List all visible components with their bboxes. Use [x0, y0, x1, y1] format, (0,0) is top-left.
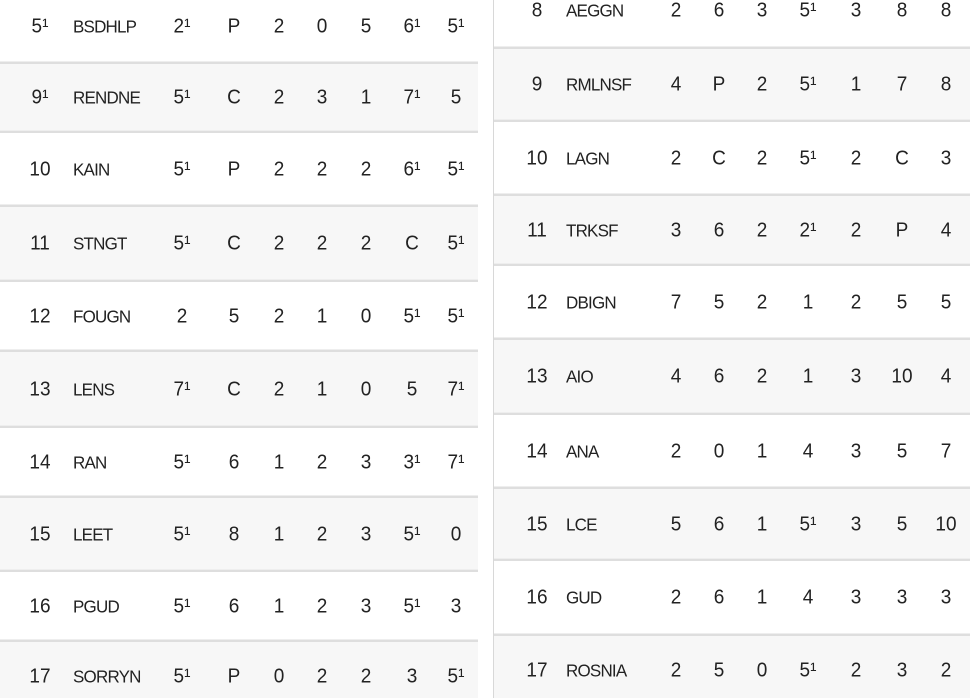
stat-cell-3: 1 — [273, 522, 285, 546]
left-standings-table — [0, 0, 478, 698]
stat-cell-5: 2 — [360, 664, 372, 688]
stat-cell-7: 3 — [940, 146, 952, 170]
stat-cell-6: C — [405, 232, 419, 255]
stat-cell-5: 2 — [360, 157, 372, 181]
team-name-cell: LCE — [566, 514, 597, 534]
stat-cell-6: 5 — [896, 512, 908, 536]
stat-cell-4: 2 — [316, 450, 328, 474]
stat-cell-4: 5¹ — [799, 0, 817, 22]
stat-cell-6: 5 — [406, 377, 418, 401]
standings-row[interactable] — [0, 280, 478, 350]
rank-cell: 13 — [29, 377, 51, 401]
stat-cell-5: 0 — [360, 377, 372, 401]
team-name-cell: PGUD — [73, 596, 119, 616]
stat-cell-6: 5 — [896, 290, 908, 314]
stat-cell-1: 5¹ — [173, 86, 191, 109]
rank-cell: 9¹ — [31, 86, 49, 109]
standings-row[interactable] — [0, 62, 478, 131]
stat-cell-5: 1 — [360, 86, 372, 109]
stat-cell-1: 2¹ — [173, 14, 191, 38]
stat-cell-4: 2¹ — [799, 218, 817, 242]
standings-row[interactable] — [0, 640, 478, 698]
stat-cell-3: 2 — [273, 14, 285, 38]
stat-cell-1: 5 — [670, 512, 682, 536]
team-name-cell: DBIGN — [566, 292, 616, 312]
stat-cell-3: 2 — [273, 86, 285, 109]
stat-cell-6: 8 — [896, 0, 908, 22]
team-name-cell: STNGT — [73, 233, 127, 254]
stat-cell-3: 2 — [273, 157, 285, 181]
stat-cell-2: 6 — [713, 512, 725, 536]
stat-cell-5: 3 — [850, 439, 862, 463]
stat-cell-5: 3 — [360, 522, 372, 546]
standings-row[interactable] — [494, 487, 970, 559]
stat-cell-2: 5 — [228, 304, 240, 328]
stat-cell-4: 5¹ — [799, 512, 817, 536]
stat-cell-4: 5¹ — [799, 73, 817, 96]
stat-cell-1: 3 — [670, 218, 682, 242]
stat-cell-6: 6¹ — [403, 14, 421, 38]
stat-cell-7: 2 — [940, 658, 952, 682]
stat-cell-3: 2 — [756, 73, 768, 96]
rank-cell: 10 — [526, 146, 548, 170]
rank-cell: 12 — [29, 304, 51, 328]
stat-cell-1: 7¹ — [173, 377, 191, 401]
rank-cell: 14 — [29, 450, 51, 474]
team-name-cell: LAGN — [566, 148, 610, 168]
standings-row[interactable] — [494, 338, 970, 413]
stat-cell-2: 6 — [713, 0, 725, 22]
standings-row[interactable] — [0, 496, 478, 570]
stat-cell-3: 2 — [756, 365, 768, 388]
rank-cell: 5¹ — [31, 14, 49, 38]
team-name-cell: GUD — [566, 587, 602, 608]
stat-cell-1: 5¹ — [173, 450, 191, 474]
stat-cell-5: 3 — [850, 512, 862, 536]
stat-cell-3: 2 — [756, 290, 768, 314]
team-name-cell: FOUGN — [73, 306, 131, 326]
stat-cell-5: 2 — [360, 232, 372, 255]
stat-cell-6: 5 — [896, 439, 908, 463]
stat-cell-2: C — [227, 377, 241, 401]
team-name-cell: BSDHLP — [73, 16, 137, 36]
stat-cell-3: 1 — [273, 450, 285, 474]
rank-cell: 10 — [29, 157, 51, 181]
stat-cell-4: 2 — [316, 232, 328, 255]
stat-cell-6: 5¹ — [403, 522, 421, 546]
stat-cell-7: 8 — [940, 0, 952, 22]
stat-cell-4: 1 — [802, 365, 814, 388]
rank-cell: 15 — [29, 522, 51, 546]
stat-cell-3: 1 — [756, 586, 768, 609]
stat-cell-4: 3 — [316, 86, 328, 109]
stat-cell-3: 1 — [756, 439, 768, 463]
team-name-cell: RENDNE — [73, 87, 140, 108]
stat-cell-2: C — [227, 86, 241, 109]
stat-cell-7: 5¹ — [447, 14, 465, 38]
stat-cell-3: 2 — [273, 377, 285, 401]
stat-cell-1: 2 — [670, 146, 682, 170]
stat-cell-7: 10 — [935, 512, 957, 536]
standings-row[interactable] — [0, 131, 478, 205]
stat-cell-2: 6 — [713, 365, 725, 388]
stat-cell-3: 0 — [756, 658, 768, 682]
stat-cell-2: P — [227, 14, 241, 38]
rank-cell: 16 — [526, 586, 548, 609]
stat-cell-5: 2 — [850, 658, 862, 682]
stat-cell-5: 3 — [360, 594, 372, 618]
stat-cell-2: 8 — [228, 522, 240, 546]
standings-row[interactable] — [494, 634, 970, 698]
stat-cell-7: 0 — [450, 522, 462, 546]
stat-cell-5: 1 — [850, 73, 862, 96]
standings-row[interactable] — [494, 413, 970, 487]
stat-cell-7: 4 — [940, 218, 952, 242]
stat-cell-7: 3 — [450, 594, 462, 618]
stat-cell-4: 5¹ — [799, 146, 817, 170]
stat-cell-3: 2 — [273, 304, 285, 328]
stat-cell-2: 6 — [228, 594, 240, 618]
stat-cell-7: 7¹ — [447, 377, 465, 401]
stat-cell-7: 7¹ — [447, 450, 465, 474]
stat-cell-2: 5 — [713, 658, 725, 682]
team-name-cell: ROSNIA — [566, 660, 627, 680]
rank-cell: 12 — [526, 290, 548, 314]
stat-cell-3: 2 — [756, 218, 768, 242]
stat-cell-7: 5¹ — [447, 304, 465, 328]
rank-cell: 11 — [30, 232, 50, 255]
team-name-cell: LEET — [73, 524, 113, 544]
stat-cell-5: 3 — [850, 586, 862, 609]
rank-cell: 14 — [526, 439, 548, 463]
stat-cell-6: 7 — [896, 73, 908, 96]
team-name-cell: LENS — [73, 379, 115, 399]
stat-cell-7: 5¹ — [447, 232, 465, 255]
stat-cell-1: 5¹ — [173, 232, 191, 255]
stat-cell-1: 2 — [670, 439, 682, 463]
stat-cell-4: 5¹ — [799, 658, 817, 682]
rank-cell: 11 — [527, 218, 547, 242]
team-name-cell: ANA — [566, 441, 599, 461]
stat-cell-7: 5¹ — [447, 664, 465, 688]
stat-cell-4: 2 — [316, 157, 328, 181]
right-standings-table — [493, 0, 970, 698]
stat-cell-3: 0 — [273, 664, 285, 688]
stat-cell-2: 5 — [713, 290, 725, 314]
stat-cell-2: P — [712, 73, 726, 96]
stat-cell-2: 6 — [228, 450, 240, 474]
stat-cell-2: P — [227, 664, 241, 688]
stat-cell-1: 2 — [670, 0, 682, 22]
stat-cell-6: 6¹ — [403, 157, 421, 181]
stat-cell-6: 3 — [896, 658, 908, 682]
stat-cell-4: 1 — [316, 304, 328, 328]
stat-cell-3: 2 — [756, 146, 768, 170]
stat-cell-6: C — [895, 146, 909, 170]
stat-cell-2: 6 — [713, 586, 725, 609]
stat-cell-3: 1 — [756, 512, 768, 536]
stat-cell-6: 5¹ — [403, 594, 421, 618]
stat-cell-5: 0 — [360, 304, 372, 328]
stat-cell-5: 3 — [360, 450, 372, 474]
stat-cell-5: 3 — [850, 365, 862, 388]
stat-cell-7: 8 — [940, 73, 952, 96]
standings-row[interactable] — [494, 47, 970, 120]
standings-row[interactable] — [494, 559, 970, 634]
rank-cell: 15 — [526, 512, 548, 536]
stat-cell-5: 5 — [360, 14, 372, 38]
stat-cell-6: 3¹ — [403, 450, 421, 474]
stat-cell-4: 1 — [316, 377, 328, 401]
stat-cell-2: 0 — [713, 439, 725, 463]
stat-cell-6: 3 — [896, 586, 908, 609]
stat-cell-1: 5¹ — [173, 522, 191, 546]
stat-cell-1: 4 — [670, 365, 682, 388]
rank-cell: 17 — [526, 658, 548, 682]
stat-cell-7: 5 — [450, 86, 462, 109]
stat-cell-5: 2 — [850, 218, 862, 242]
standings-row[interactable] — [0, 350, 478, 426]
stat-cell-6: 10 — [891, 365, 913, 388]
stat-cell-4: 1 — [802, 290, 814, 314]
stat-cell-6: 5¹ — [403, 304, 421, 328]
team-name-cell: TRKSF — [566, 220, 618, 240]
stat-cell-4: 2 — [316, 522, 328, 546]
stat-cell-1: 5¹ — [173, 664, 191, 688]
team-name-cell: SORRYN — [73, 666, 141, 686]
stat-cell-7: 5 — [940, 290, 952, 314]
stat-cell-4: 2 — [316, 594, 328, 618]
stat-cell-3: 3 — [756, 0, 768, 22]
stat-cell-2: P — [227, 157, 241, 181]
stat-cell-1: 5¹ — [173, 157, 191, 181]
team-name-cell: KAIN — [73, 159, 110, 179]
stat-cell-6: 3 — [406, 664, 418, 688]
rank-cell: 13 — [526, 365, 548, 388]
stat-cell-3: 1 — [273, 594, 285, 618]
team-name-cell: RMLNSF — [566, 74, 632, 95]
rank-cell: 8 — [531, 0, 543, 22]
stat-cell-2: C — [712, 146, 726, 170]
team-name-cell: AEGGN — [566, 0, 624, 21]
stat-cell-1: 5¹ — [173, 594, 191, 618]
team-name-cell: AIO — [566, 366, 593, 387]
stat-cell-4: 4 — [802, 439, 814, 463]
standings-row[interactable] — [0, 426, 478, 496]
stat-cell-1: 2 — [176, 304, 188, 328]
stat-cell-7: 4 — [940, 365, 952, 388]
stat-cell-4: 0 — [316, 14, 328, 38]
rank-cell: 9 — [531, 73, 543, 96]
stat-cell-7: 7 — [940, 439, 952, 463]
standings-row[interactable] — [0, 570, 478, 640]
stat-cell-5: 3 — [850, 0, 862, 22]
standings-row[interactable] — [0, 205, 478, 280]
stat-cell-1: 2 — [670, 586, 682, 609]
team-name-cell: RAN — [73, 452, 107, 472]
standings-row[interactable] — [494, 120, 970, 194]
rank-cell: 17 — [29, 664, 51, 688]
stat-cell-1: 2 — [670, 658, 682, 682]
stat-cell-2: 6 — [713, 218, 725, 242]
stat-cell-6: 7¹ — [403, 86, 421, 109]
standings-row[interactable] — [494, 0, 970, 47]
stat-cell-2: C — [227, 232, 241, 255]
standings-row[interactable] — [494, 194, 970, 264]
stat-cell-5: 2 — [850, 146, 862, 170]
stat-cell-5: 2 — [850, 290, 862, 314]
stat-cell-1: 4 — [670, 73, 682, 96]
stat-cell-3: 2 — [273, 232, 285, 255]
stat-cell-1: 7 — [670, 290, 682, 314]
stat-cell-4: 2 — [316, 664, 328, 688]
standings-row[interactable] — [494, 264, 970, 338]
standings-row[interactable] — [0, 0, 478, 62]
stat-cell-4: 4 — [802, 586, 814, 609]
stat-cell-6: P — [895, 218, 909, 242]
stat-cell-7: 5¹ — [447, 157, 465, 181]
rank-cell: 16 — [29, 594, 51, 618]
stat-cell-7: 3 — [940, 586, 952, 609]
